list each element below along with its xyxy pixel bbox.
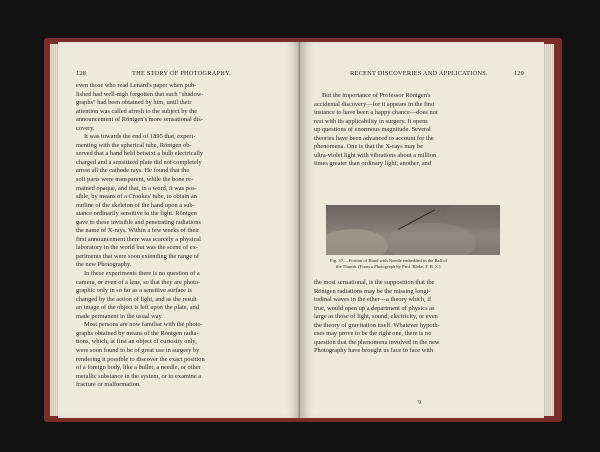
text-line: rendering it possible to discover the exact position — [76, 355, 205, 363]
text-line: graphs" had been obtained by him, until their — [76, 99, 192, 107]
text-line: laboratory in the world but was the scene of ex- — [76, 244, 198, 252]
body-text-bottom — [314, 279, 524, 356]
text-line: metallic substance in the system, or to examine a — [76, 372, 202, 380]
text-line: times greater than ordinary light; another, and — [314, 160, 432, 168]
text-line: But the importance of Professor Röntgen's — [322, 92, 431, 99]
text-line: large as those of light, sound, electricity, or even — [314, 313, 438, 321]
text-line: Röntgen radiations may be the missing longi- — [314, 287, 431, 295]
text-line: outline of the skeleton of the hand upon a sub- — [76, 201, 195, 209]
text-line: were soon found to be of great use in surgery by — [76, 346, 200, 354]
text-line: ultra-violet light with vibrations about a million — [314, 151, 437, 159]
text-line: graphs obtained by means of the Röntgen radia- — [76, 329, 199, 337]
text-line: an image of the object is left upon the plate, and — [76, 304, 199, 312]
text-line: lished had well-nigh forgotten that such "shadow- — [76, 90, 204, 98]
text-line: eses may prove to be the right one, there is no — [314, 330, 432, 338]
text-line: the name of X-rays. Within a few weeks of their — [76, 227, 200, 235]
text-line: up questions of enormous magnitude. Several — [314, 126, 431, 134]
text-line: of a foreign body, like a bullet, a needle, or other — [76, 364, 201, 372]
text-line: served that a hand held betwixt a bulb electrically — [76, 150, 204, 158]
text-line: menting with the spherical tube, Röntgen ob- — [76, 141, 192, 149]
running-title: THE STORY OF PHOTOGRAPHY. — [132, 70, 231, 77]
caption-line: Fig. 37.—Portion of Hand with Needle embedded in the Ball of — [330, 258, 448, 263]
text-line: fracture or malformation. — [76, 381, 141, 389]
text-line: gave to these invisible and penetrating radiations — [76, 218, 201, 226]
text-line: covery. — [76, 124, 95, 132]
text-line: Photography have brought us face to face with — [314, 347, 434, 355]
text-line: periments that were soon extending the range of — [76, 252, 199, 260]
text-line: changed by the action of light, and as the result — [76, 295, 197, 303]
text-line: announcement of Röntgen's more sensational dis- — [76, 116, 203, 124]
text-line: stance ordinarily sensitive to the light. Röntgen — [76, 210, 197, 218]
text-line: theories have been advanced to account for the — [314, 134, 434, 142]
text-line: mained opaque, and that, in a word, it was pos- — [76, 184, 197, 192]
text-line: attention was called afresh to the subject by the — [76, 107, 198, 115]
body-text — [76, 82, 284, 390]
text-line: first announcement there was scarcely a physical — [76, 235, 201, 243]
text-line: the new Photography. — [76, 261, 132, 269]
page-number: 129 — [513, 70, 524, 77]
text-line: made permanent in the usual way. — [76, 312, 163, 320]
text-line: true, would open up a department of physics as — [314, 304, 435, 312]
figure-caption — [330, 258, 500, 269]
text-line: the theory of gravitation itself. Whatever hypoth- — [314, 321, 440, 329]
text-line: soft parts were transparent, while the bone re- — [76, 176, 194, 184]
left-page — [58, 42, 300, 418]
photo-tone — [326, 229, 388, 255]
text-line: rest with its applicability in surgery. It opens — [314, 117, 428, 125]
text-line: In these experiments there is no question of a — [84, 270, 200, 278]
text-line: instance to have been a happy chance—does not — [314, 109, 438, 117]
text-line: question that the phenomena involved in the new — [314, 338, 440, 346]
text-line: graphic only in so far as a sensitive surface is — [76, 287, 192, 295]
text-line: sible, by means of a Crookes' tube, to obtain an — [76, 193, 197, 201]
text-line: tions, which, at first an object of curiosity only, — [76, 338, 197, 346]
signature-mark: 9 — [418, 400, 421, 406]
text-line: Most persons are now familiar with the photo- — [84, 321, 203, 329]
body-text-top — [314, 92, 524, 169]
page-number: 128 — [76, 70, 87, 77]
text-line: phenomena. One is that the X-rays may be — [314, 143, 423, 151]
text-line: camera, or even of a lens, so that they are photo- — [76, 278, 201, 286]
right-page — [300, 42, 544, 418]
text-line: It was towards the end of 1895 that, experi- — [84, 133, 196, 141]
running-title: RECENT DISCOVERIES AND APPLICATIONS. — [350, 70, 488, 77]
xray-photograph — [326, 205, 500, 255]
text-line: arrest all the cathode rays. He found that the — [76, 167, 190, 175]
text-line: tudinal waves in the ether—a theory which, if — [314, 296, 432, 304]
text-line: accidental discovery—for it appears in the first — [314, 100, 435, 108]
text-line: even those who read Lenard's paper when pub- — [76, 82, 197, 89]
caption-line: the Thumb. (From a Photograph by Prof. Blake, F. R. S.) — [336, 263, 441, 269]
text-line: the most sensational, is the supposition that the — [314, 279, 435, 286]
text-line: charged and a sensitized plate did not completely — [76, 158, 202, 166]
